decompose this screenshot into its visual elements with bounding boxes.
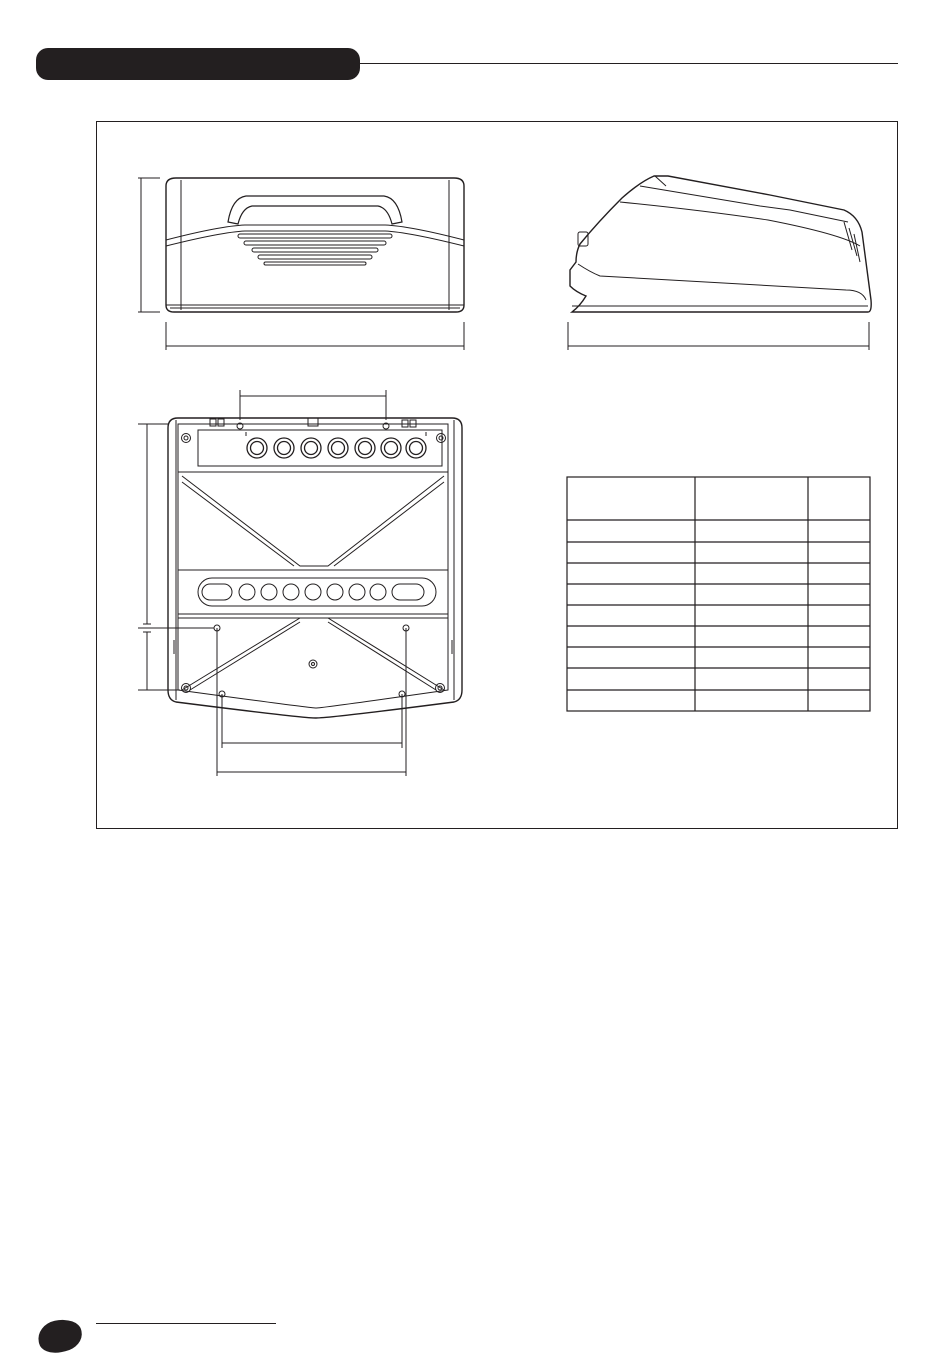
footer-rule: [96, 1323, 276, 1324]
front-view: [138, 178, 464, 350]
side-view: [568, 176, 871, 350]
bottom-view: [138, 390, 462, 776]
spec-table: [567, 477, 870, 711]
